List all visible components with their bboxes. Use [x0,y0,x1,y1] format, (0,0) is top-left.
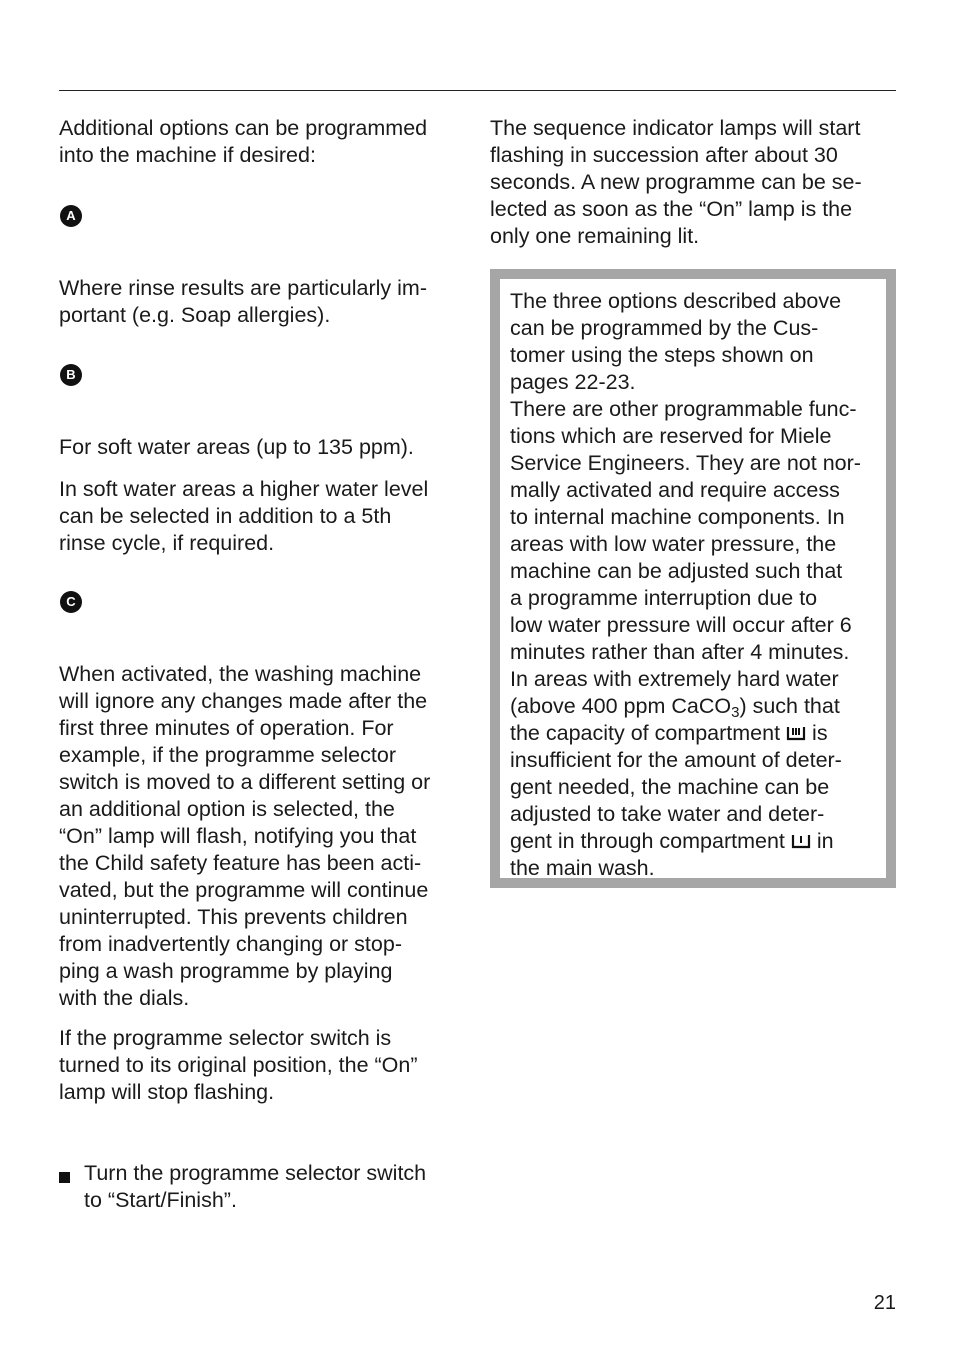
note-line: Service Engineers. They are not nor- [510,451,861,475]
subscript-3: 3 [731,704,740,721]
note-line [510,829,834,853]
note-line: pages 22-23. [510,370,636,394]
text-line: example, if the programme selector [59,743,396,767]
note-line: can be programmed by the Cus- [510,316,819,340]
text-line: will ignore any changes made after the [59,689,428,713]
text-line: an additional option is selected, the [59,797,395,821]
prewash-compartment-icon [791,833,811,849]
bullet-square-icon [59,1172,70,1183]
note-line [510,694,840,721]
text-line: first three minutes of operation. For [59,716,394,740]
text-line: vated, but the programme will continue [59,878,429,902]
right-intro-text [490,115,896,250]
note-fragment: the capacity of compartment [510,721,781,745]
text-line: to “Start/Finish”. [84,1188,237,1212]
note-line: insufficient for the amount of deter- [510,748,842,772]
intro-line: into the machine if desired: [59,143,316,167]
note-line: machine can be adjusted such that [510,559,843,583]
text-line: If the programme selector switch is [59,1026,392,1050]
text-line: the Child safety feature has been acti- [59,851,422,875]
text-line: In soft water areas a higher water level [59,477,429,501]
note-line: minutes rather than after 4 minutes. [510,640,850,664]
note-line: areas with low water pressure, the [510,532,837,556]
note-fragment: gent in through compartment [510,829,785,853]
text-line: uninterrupted. This prevents children [59,905,408,929]
text-line: Where rinse results are particularly im- [59,276,427,300]
note-line: There are other programmable func- [510,397,857,421]
note-line: gent needed, the machine can be [510,775,830,799]
note-line: tomer using the steps shown on [510,343,814,367]
option-c-badge: C [60,591,82,613]
note-line: adjusted to take water and deter- [510,802,825,826]
text-line: flashing in succession after about 30 [490,143,838,167]
note-fragment: ) such that [739,694,840,718]
main-wash-compartment-icon [786,725,806,741]
note-line: the main wash. [510,856,655,880]
text-line: turned to its original position, the “On” [59,1053,418,1077]
note-fragment: (above 400 ppm CaCO [510,694,732,718]
intro-line: Additional options can be programmed [59,116,428,140]
text-line: with the dials. [59,986,190,1010]
note-line: mally activated and require access [510,478,840,502]
note-line: low water pressure will occur after 6 [510,613,852,637]
option-a-text [59,275,459,329]
text-line: The sequence indicator lamps will start [490,116,861,140]
header-rule [59,90,896,91]
option-c-text-2 [59,1025,459,1106]
note-line: The three options described above [510,289,842,313]
text-line: lected as soon as the “On” lamp is the [490,197,853,221]
note-line: tions which are reserved for Miele [510,424,832,448]
note-line [510,721,828,745]
note-line: to internal machine components. In [510,505,845,529]
note-text [510,288,880,882]
text-line: portant (e.g. Soap allergies). [59,303,331,327]
text-line: can be selected in addition to a 5th [59,504,392,528]
text-line: lamp will stop flashing. [59,1080,275,1104]
note-box [490,269,896,888]
text-line: “On” lamp will flash, notifying you that [59,824,417,848]
step-text [84,1160,464,1214]
option-b-text-2 [59,476,459,557]
note-fragment: is [812,721,828,745]
text-line: Turn the programme selector switch [84,1161,427,1185]
text-line: ping a wash programme by playing [59,959,393,983]
text-line: rinse cycle, if required. [59,531,275,555]
text-line: When activated, the washing machine [59,662,422,686]
text-line: only one remaining lit. [490,224,700,248]
note-fragment: in [816,829,834,853]
page-number: 21 [873,1292,896,1314]
option-a-badge: A [60,205,82,227]
option-b-text-1: For soft water areas (up to 135 ppm). [59,435,414,459]
intro-text [59,115,459,169]
option-b-badge: B [60,364,82,386]
option-c-text-1 [59,661,459,1012]
text-line: from inadvertently changing or stop- [59,932,402,956]
note-line: In areas with extremely hard water [510,667,839,691]
text-line: seconds. A new programme can be se- [490,170,862,194]
text-line: switch is moved to a different setting or [59,770,431,794]
note-line: a programme interruption due to [510,586,818,610]
